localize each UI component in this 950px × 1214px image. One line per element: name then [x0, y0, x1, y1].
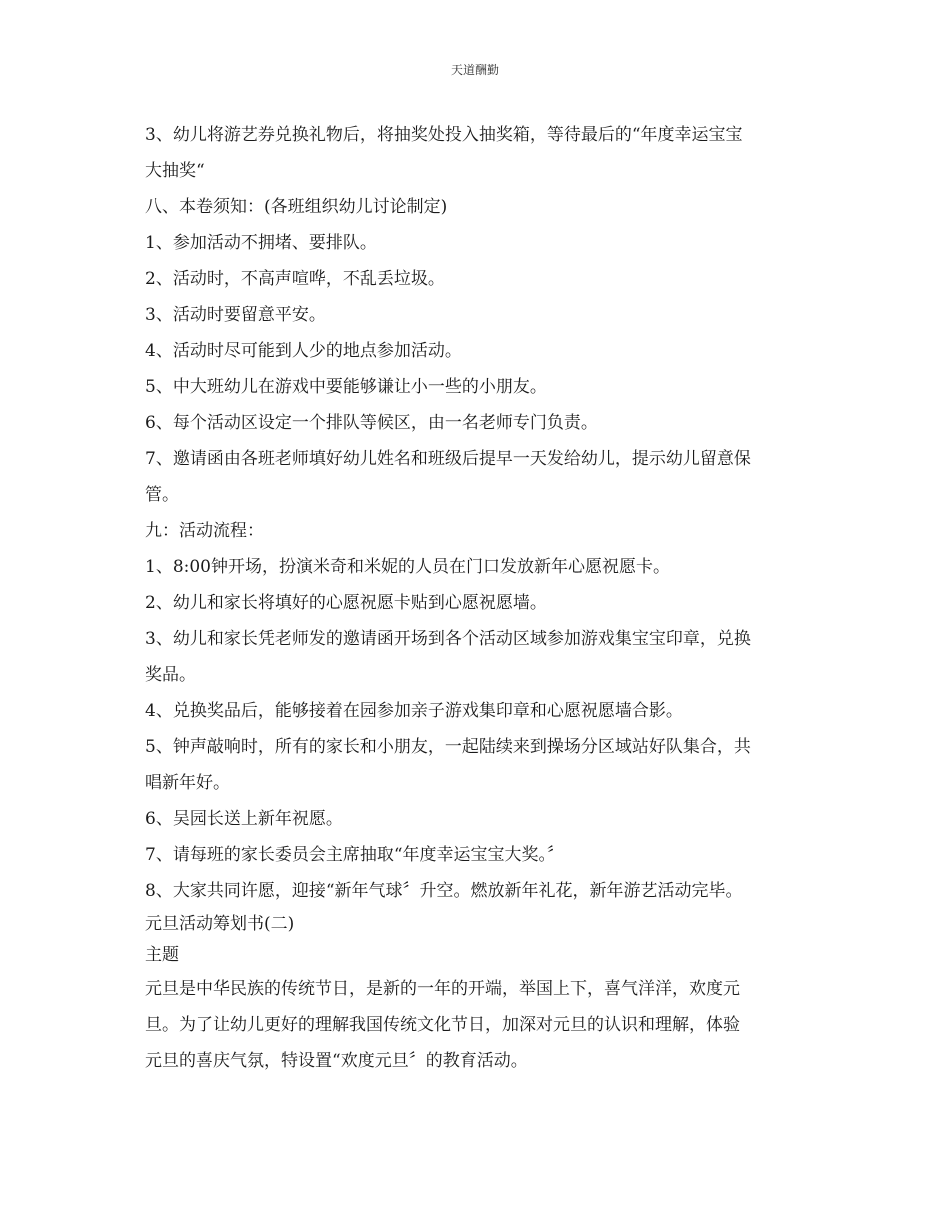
text-line: 3、幼儿和家长凭老师发的邀请函开场到各个活动区域参加游戏集宝宝印章，兑换 [145, 629, 751, 649]
text-line: 奖品。 [145, 665, 196, 685]
text-line: 元旦是中华民族的传统节日，是新的一年的开端，举国上下，喜气洋洋，欢度元 [145, 979, 740, 999]
text-line: 2、幼儿和家长将填好的心愿祝愿卡贴到心愿祝愿墙。 [145, 593, 547, 613]
document-body [145, 117, 815, 1079]
page-header: 天道酬勤 [450, 63, 499, 77]
text-line: 旦。为了让幼儿更好的理解我国传统文化节日，加深对元旦的认识和理解，体验 [145, 1015, 740, 1035]
text-line: 6、吴园长送上新年祝愿。 [145, 809, 343, 829]
text-line: 6、每个活动区设定一个排队等候区，由一名老师专门负责。 [145, 413, 598, 433]
text-line: 大抽奖“ [145, 161, 205, 181]
text-line: 8、大家共同许愿，迎接“新年气球〞升空。燃放新年礼花，新年游艺活动完毕。 [145, 881, 743, 901]
text-line: 管。 [145, 485, 179, 505]
text-line: 1、参加活动不拥堵、要排队。 [145, 233, 377, 253]
text-line: 元旦的喜庆气氛，特设置“欢度元旦〞的教育活动。 [145, 1051, 528, 1071]
section-heading: 九：活动流程： [145, 521, 264, 541]
text-line: 1、8:00钟开场，扮演米奇和米妮的人员在门口发放新年心愿祝愿卡。 [145, 557, 670, 577]
text-line: 5、中大班幼儿在游戏中要能够谦让小一些的小朋友。 [145, 377, 547, 397]
text-line: 唱新年好。 [145, 773, 230, 793]
document-title: 元旦活动筹划书(二) [145, 914, 295, 934]
text-line: 3、活动时要留意平安。 [145, 305, 326, 325]
text-line: 4、活动时尽可能到人少的地点参加活动。 [145, 341, 462, 361]
section-heading: 八、本卷须知：(各班组织幼儿讨论制定) [145, 197, 448, 217]
text-line: 3、幼儿将游艺券兑换礼物后，将抽奖处投入抽奖箱，等待最后的“年度幸运宝宝 [145, 125, 743, 145]
section-heading: 主题 [145, 945, 179, 965]
text-line: 4、兑换奖品后，能够接着在园参加亲子游戏集印章和心愿祝愿墙合影。 [145, 701, 683, 721]
text-line: 2、活动时，不高声喧哗，不乱丢垃圾。 [145, 269, 445, 289]
text-line: 5、钟声敲响时，所有的家长和小朋友，一起陆续来到操场分区域站好队集合，共 [145, 737, 751, 757]
text-line: 7、请每班的家长委员会主席抽取“年度幸运宝宝大奖。〞 [145, 845, 565, 865]
text-line: 7、邀请函由各班老师填好幼儿姓名和班级后提早一天发给幼儿，提示幼儿留意保 [145, 449, 751, 469]
